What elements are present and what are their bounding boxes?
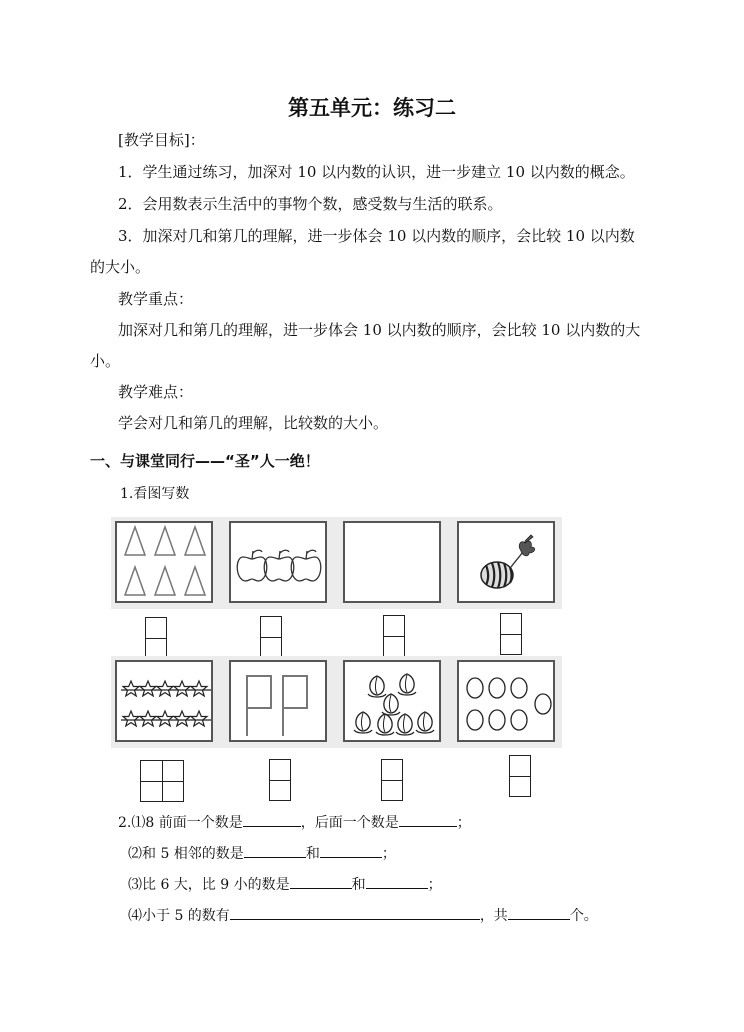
q2-p3-text-a: ⑶比 6 大，比 9 小的数是 — [128, 877, 290, 893]
answer-box-5[interactable] — [140, 760, 184, 802]
objective-3-line1: 3．加深对几和第几的理解，进一步体会 10 以内数的顺序，会比较 10 以内数 — [118, 227, 635, 245]
q2-p2-text-c: ； — [381, 846, 396, 862]
watermelon-icon — [459, 523, 557, 605]
q2-p1-text-a: 2.⑴8 前面一个数是 — [118, 815, 243, 831]
question-2-part-4 — [128, 905, 598, 926]
q2-p4-text-c: 个。 — [569, 908, 598, 924]
q2-p4-blank-2[interactable] — [508, 905, 570, 920]
objective-1: 1．学生通过练习，加深对 10 以内数的认识，进一步建立 10 以内数的概念。 — [118, 163, 635, 181]
picture-empty — [343, 521, 441, 603]
picture-stars — [115, 660, 213, 742]
question-1-label: 1.看图写数 — [120, 486, 190, 502]
picture-sticks — [229, 660, 327, 742]
answer-box-6[interactable] — [269, 759, 291, 801]
answer-box-4[interactable] — [500, 613, 522, 655]
q2-p3-blank-2[interactable] — [366, 874, 428, 889]
question-2-part-2 — [128, 843, 396, 864]
key-points-line1: 加深对几和第几的理解，进一步体会 10 以内数的顺序，会比较 10 以内数的大 — [118, 321, 641, 339]
answer-box-8[interactable] — [509, 755, 531, 797]
question-2-part-3 — [128, 874, 442, 895]
objectives-heading: [教学目标]： — [118, 131, 205, 149]
q2-p1-blank-2[interactable] — [399, 812, 457, 827]
q2-p3-text-b: 和 — [351, 877, 366, 893]
q2-p2-blank-2[interactable] — [320, 843, 382, 858]
picture-peaches — [343, 660, 441, 742]
q2-p4-text-b: ，共 — [479, 908, 508, 924]
question-2-part-1 — [118, 812, 471, 833]
difficulties-heading: 教学难点： — [118, 383, 194, 401]
picture-triangles — [115, 521, 213, 603]
q2-p2-blank-1[interactable] — [244, 843, 306, 858]
peaches-icon — [345, 662, 443, 744]
key-points-line2: 小。 — [90, 352, 121, 370]
key-points-heading: 教学重点： — [118, 290, 194, 308]
q2-p1-text-c: ； — [456, 815, 471, 831]
q2-p1-blank-1[interactable] — [243, 812, 301, 827]
q2-p4-blank-1[interactable] — [230, 905, 480, 920]
answer-box-1[interactable] — [145, 617, 167, 659]
section-heading: 一、与课堂同行——“圣”人一绝！ — [90, 452, 320, 470]
picture-watermelon — [457, 521, 555, 603]
stars-icon — [117, 662, 215, 744]
q2-p3-text-c: ； — [427, 877, 442, 893]
answer-box-3[interactable] — [383, 615, 405, 657]
q2-p3-blank-1[interactable] — [290, 874, 352, 889]
circles-icon — [459, 662, 557, 744]
objective-2: 2．会用数表示生活中的事物个数，感受数与生活的联系。 — [118, 195, 503, 213]
objective-3-line2: 的大小。 — [90, 258, 151, 276]
picture-row-1 — [111, 517, 562, 609]
sticks-icon — [231, 662, 329, 744]
picture-apples — [229, 521, 327, 603]
answer-box-7[interactable] — [381, 759, 403, 801]
difficulties-line1: 学会对几和第几的理解，比较数的大小。 — [118, 414, 389, 432]
q2-p1-text-b: ，后面一个数是 — [300, 815, 399, 831]
page-title: 第五单元：练习二 — [288, 96, 456, 120]
q2-p4-text-a: ⑷小于 5 的数有 — [128, 908, 230, 924]
q2-p2-text-b: 和 — [305, 846, 320, 862]
answer-box-2[interactable] — [260, 616, 282, 658]
picture-circles — [457, 660, 555, 742]
triangles-icon — [117, 523, 215, 605]
picture-row-2 — [111, 656, 562, 748]
q2-p2-text-a: ⑵和 5 相邻的数是 — [128, 846, 244, 862]
apples-icon — [231, 523, 329, 605]
